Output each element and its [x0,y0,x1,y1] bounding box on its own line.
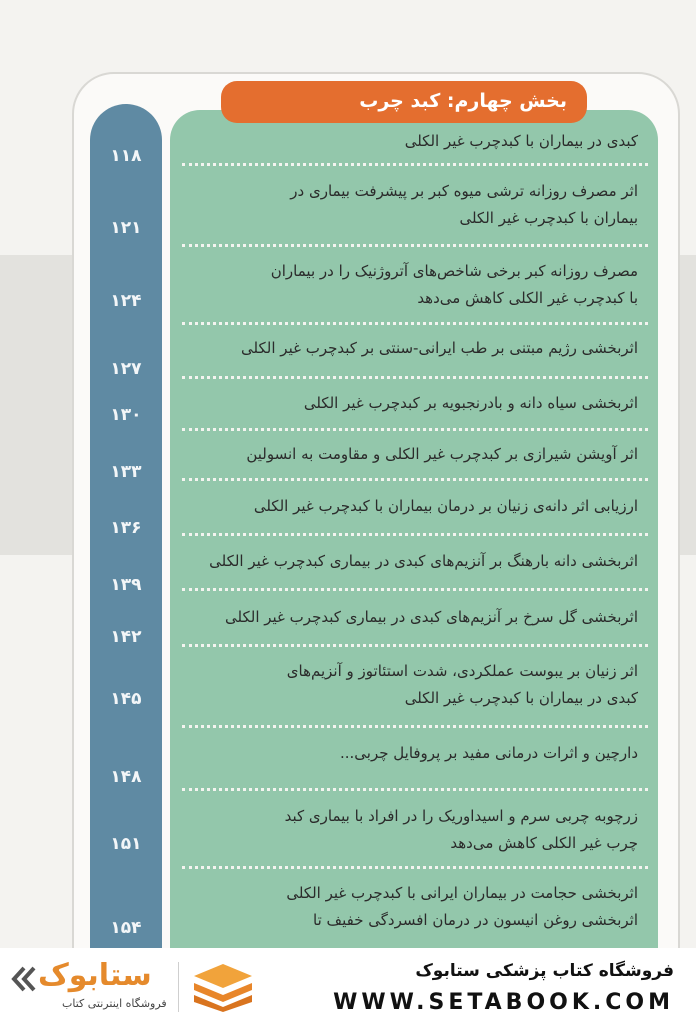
toc-entry-line: اثر آویشن شیرازی بر کبدچرب غیر الکلی و مقاومت به انسولین [246,445,638,463]
toc-entry[interactable] [178,178,638,232]
toc-page-number: ۱۲۴ [110,291,142,311]
toc-page-number: ۱۵۱ [110,834,142,854]
dotted-separator [182,376,648,379]
toc-entry[interactable] [178,803,638,857]
logo-tagline: فروشگاه اینترنتی کتاب [62,997,167,1010]
dotted-separator [182,428,648,431]
section-title: بخش چهارم: کبد چرب [359,90,567,112]
toc-page-number: ۱۳۶ [110,518,142,538]
toc-page-number: ۱۳۹ [110,575,142,595]
toc-entry-line: دارچین و اثرات درمانی مفید بر پروفایل چربی... [339,744,638,762]
toc-entry-line: با کبدچرب غیر الکلی کاهش می‌دهد [417,289,638,307]
toc-entry-line: اثربخشی رژیم مبتنی بر طب ایرانی-سنتی بر کبدچرب غیر الکلی [241,339,638,357]
dotted-separator [182,163,648,166]
store-url[interactable]: WWW.SETABOOK.COM [333,990,674,1015]
dotted-separator [182,322,648,325]
dotted-separator [182,588,648,591]
store-name: فروشگاه کتاب پزشکی ستابوک [415,961,674,981]
toc-page-number: ۱۲۷ [110,359,142,379]
toc-page-number: ۱۵۴ [110,918,142,938]
logo-divider [178,962,179,1012]
toc-entry[interactable] [178,390,638,417]
dotted-separator [182,725,648,728]
toc-entry-line: اثر مصرف روزانه ترشی میوه کبر بر پیشرفت بیماری در [290,182,638,200]
toc-page-number: ۱۳۳ [110,462,142,482]
toc-entry[interactable] [178,548,638,575]
section-header [221,81,587,123]
toc-entry-line: اثربخشی روغن انیسون در درمان افسردگی خفیف تا [313,911,638,929]
toc-page-number: ۱۲۱ [110,218,142,238]
toc-entry-line: اثربخشی سیاه دانه و بادرنجبویه بر کبدچرب غیر الکلی [303,394,638,412]
toc-entry-line: زرچوبه چربی سرم و اسیداوریک را در افراد با بیماری کبد [284,807,638,825]
toc-page-number: ۱۴۲ [110,627,142,647]
toc-entry-line: ارزیابی اثر دانه‌ی زنیان بر درمان بیماران با کبدچرب غیر الکلی [253,497,638,515]
toc-entry[interactable] [178,658,638,712]
dotted-separator [182,644,648,647]
dotted-separator [182,533,648,536]
dotted-separator [182,788,648,791]
toc-entry[interactable] [178,128,638,155]
logo-wordmark: ستابوک [38,958,152,993]
book-stack-logo-icon [192,962,254,1012]
toc-page-number: ۱۱۸ [110,146,142,166]
toc-entry-line: اثربخشی دانه بارهنگ بر آنزیم‌های کبدی در بیماری کبدچرب غیر الکلی [209,552,638,570]
toc-entry[interactable] [178,441,638,468]
toc-page-number: ۱۳۰ [110,405,142,425]
dotted-separator [182,478,648,481]
toc-page-number: ۱۴۵ [110,689,142,709]
toc-entry-line: چرب غیر الکلی کاهش می‌دهد [450,834,638,852]
toc-entry[interactable] [178,335,638,362]
toc-entry[interactable] [178,493,638,520]
toc-entry-line: کبدی در بیماران با کبدچرب غیر الکلی [404,689,638,707]
chevron-double-left-icon [8,964,38,994]
toc-entry[interactable] [178,880,638,934]
dotted-separator [182,244,648,247]
toc-entry-line: بیماران با کبدچرب غیر الکلی [459,209,638,227]
toc-entry-line: اثربخشی گل سرخ بر آنزیم‌های کبدی در بیماری کبدچرب غیر الکلی [225,608,638,626]
toc-entry[interactable] [178,740,638,767]
toc-entry-line: اثربخشی حجامت در بیماران ایرانی با کبدچرب غیر الکلی [286,884,638,902]
toc-entry[interactable] [178,604,638,631]
toc-entry[interactable] [178,258,638,312]
toc-entry-line: اثر زنیان بر یبوست عملکردی، شدت استئاتوز و آنزیم‌های [286,662,638,680]
toc-entry-line: مصرف روزانه کبر برخی شاخص‌های آتروژنیک را در بیماران [270,262,638,280]
toc-page-number: ۱۴۸ [110,767,142,787]
toc-entry-line: کبدی در بیماران با کبدچرب غیر الکلی [404,132,638,150]
dotted-separator [182,866,648,869]
